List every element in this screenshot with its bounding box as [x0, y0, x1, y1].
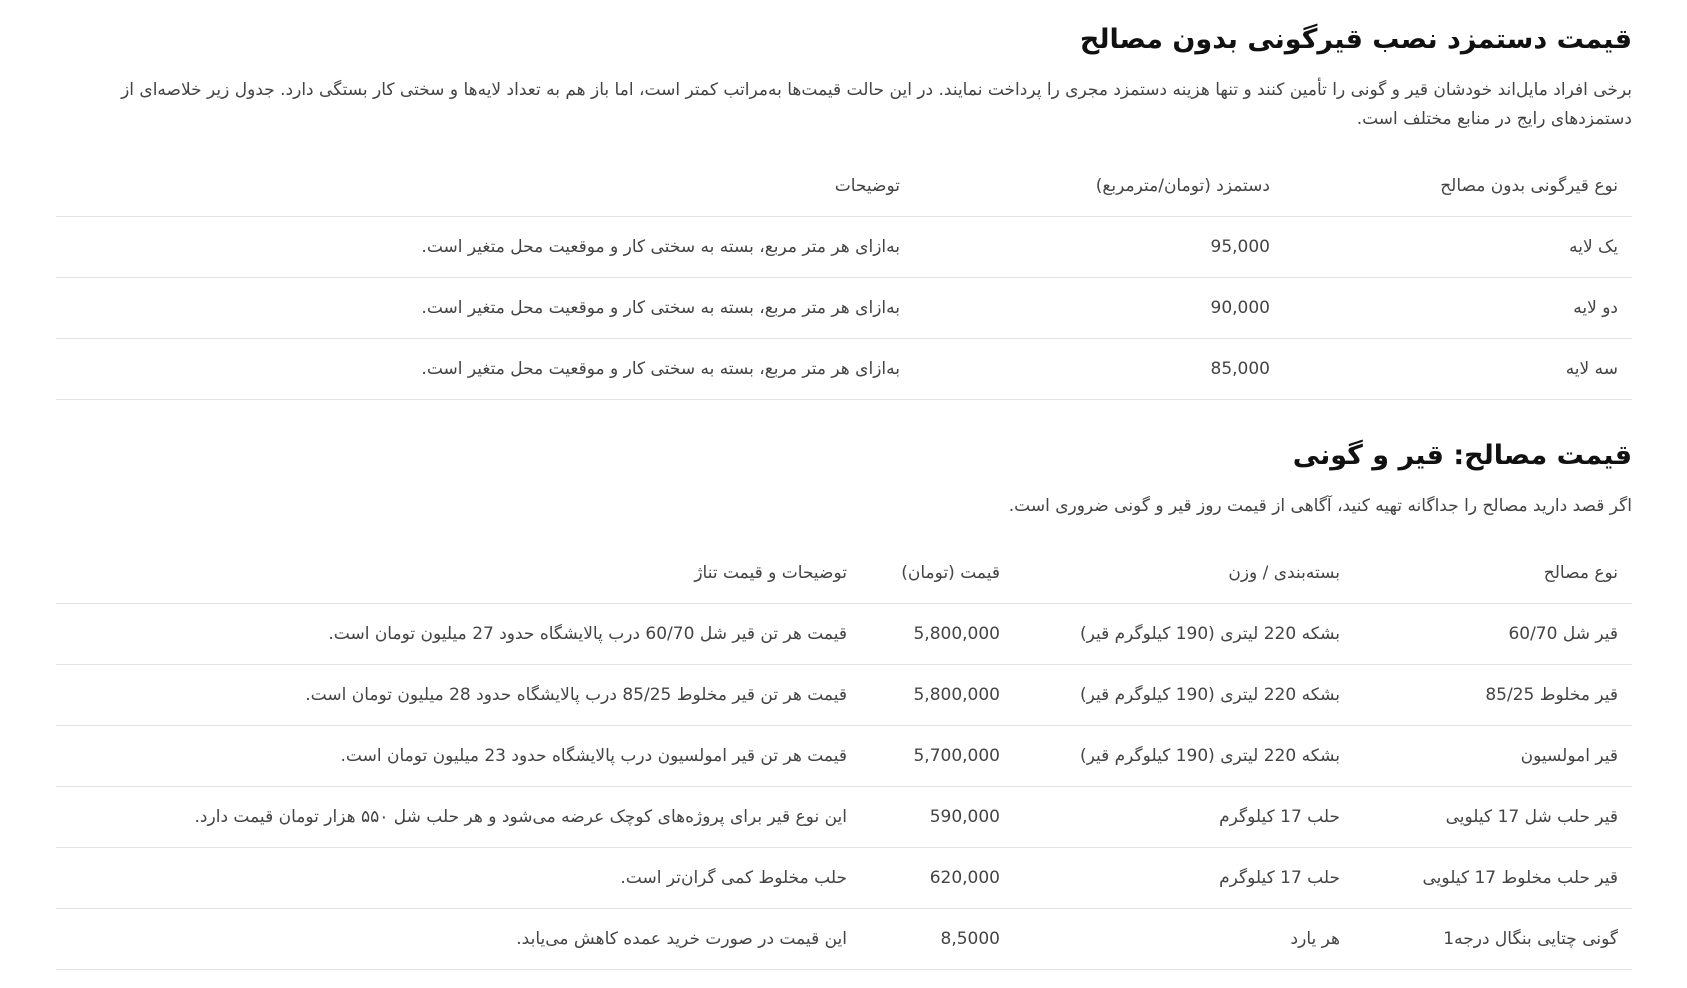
table-cell: 95,000 — [1210, 237, 1270, 257]
table-row — [56, 339, 1632, 400]
table-cell: حلب مخلوط کمی گران‌تر است. — [620, 868, 847, 888]
table-cell: 590,000 — [929, 807, 1000, 827]
article-content — [56, 0, 1632, 970]
table-row — [56, 909, 1632, 970]
table-cell: این قیمت در صورت خرید عمده کاهش می‌یابد. — [516, 929, 847, 949]
column-header: توضیحات — [834, 176, 900, 196]
table-cell: قیمت هر تن قیر شل 60/70 درب پالایشگاه حدود 27 میلیون تومان است. — [328, 624, 847, 644]
table-cell: به‌ازای هر متر مربع، بسته به سختی کار و موقعیت محل متغیر است. — [421, 298, 900, 318]
column-header: دستمزد (تومان/مترمربع) — [1095, 176, 1270, 196]
table-cell: این نوع قیر برای پروژه‌های کوچک عرضه می‌شود و هر حلب شل ۵۵۰ هزار تومان قیمت دارد. — [194, 807, 847, 827]
table-cell: به‌ازای هر متر مربع، بسته به سختی کار و موقعیت محل متغیر است. — [421, 359, 900, 379]
labor-price-heading: قیمت دستمزد نصب قیرگونی بدون مصالح — [1079, 24, 1632, 55]
table-cell: به‌ازای هر متر مربع، بسته به سختی کار و موقعیت محل متغیر است. — [421, 237, 900, 257]
column-header: بسته‌بندی / وزن — [1228, 563, 1340, 583]
table-cell: قیمت هر تن قیر مخلوط 85/25 درب پالایشگاه حدود 28 میلیون تومان است. — [305, 685, 847, 705]
table-cell: 8,5000 — [940, 929, 1000, 949]
column-header: توضیحات و قیمت تناژ — [694, 563, 847, 583]
table-cell: قیر مخلوط 85/25 — [1485, 685, 1618, 705]
table-cell: بشکه 220 لیتری (190 کیلوگرم قیر) — [1079, 746, 1340, 766]
table-cell: قیر شل 60/70 — [1508, 624, 1618, 644]
table-cell: 5,800,000 — [913, 685, 1000, 705]
table-cell: 90,000 — [1210, 298, 1270, 318]
table-cell: گونی چتایی بنگال درجه1 — [1443, 929, 1618, 949]
table-cell: سه لایه — [1565, 359, 1618, 379]
table-row — [56, 848, 1632, 909]
column-header: قیمت (تومان) — [901, 563, 1000, 583]
table-row — [56, 726, 1632, 787]
column-header: نوع قیرگونی بدون مصالح — [1440, 176, 1618, 196]
table-row — [56, 217, 1632, 278]
table-header-row — [56, 543, 1632, 604]
table-cell: 85,000 — [1210, 359, 1270, 379]
table-row — [56, 665, 1632, 726]
table-header-row — [56, 156, 1632, 217]
table-cell: قیر امولسیون — [1520, 746, 1618, 766]
materials-price-heading: قیمت مصالح: قیر و گونی — [1292, 440, 1632, 471]
labor-price-intro: برخی افراد مایل‌اند خودشان قیر و گونی را تأمین کنند و تنها هزینه دستمزد مجری را پرداخت نمایند. در این حالت قیمت‌ها به‌مراتب کمتر است، اما باز هم به تعداد لایه‌ها و سختی کار بستگی دارد. جدول زیر خلاصه‌ای از دستمزدهای رایج در منابع مختلف است. — [121, 80, 1632, 129]
table-cell: هر یارد — [1290, 929, 1340, 949]
table-cell: دو لایه — [1573, 298, 1618, 318]
table-cell: حلب 17 کیلوگرم — [1219, 868, 1340, 888]
table-cell: یک لایه — [1569, 237, 1618, 257]
table-cell: بشکه 220 لیتری (190 کیلوگرم قیر) — [1079, 685, 1340, 705]
table-cell: قیر حلب مخلوط 17 کیلویی — [1422, 868, 1618, 888]
table-row — [56, 604, 1632, 665]
table-cell: 620,000 — [929, 868, 1000, 888]
materials-price-intro: اگر قصد دارید مصالح را جداگانه تهیه کنید، آگاهی از قیمت روز قیر و گونی ضروری است. — [1008, 496, 1632, 516]
table-cell: 5,800,000 — [913, 624, 1000, 644]
labor-price-table — [56, 156, 1632, 400]
materials-price-table — [56, 543, 1632, 970]
table-row — [56, 278, 1632, 339]
table-cell: بشکه 220 لیتری (190 کیلوگرم قیر) — [1079, 624, 1340, 644]
table-row — [56, 787, 1632, 848]
table-cell: حلب 17 کیلوگرم — [1219, 807, 1340, 827]
table-cell: قیمت هر تن قیر امولسیون درب پالایشگاه حدود 23 میلیون تومان است. — [340, 746, 847, 766]
table-cell: قیر حلب شل 17 کیلویی — [1445, 807, 1618, 827]
table-cell: 5,700,000 — [913, 746, 1000, 766]
column-header: نوع مصالح — [1543, 563, 1618, 583]
